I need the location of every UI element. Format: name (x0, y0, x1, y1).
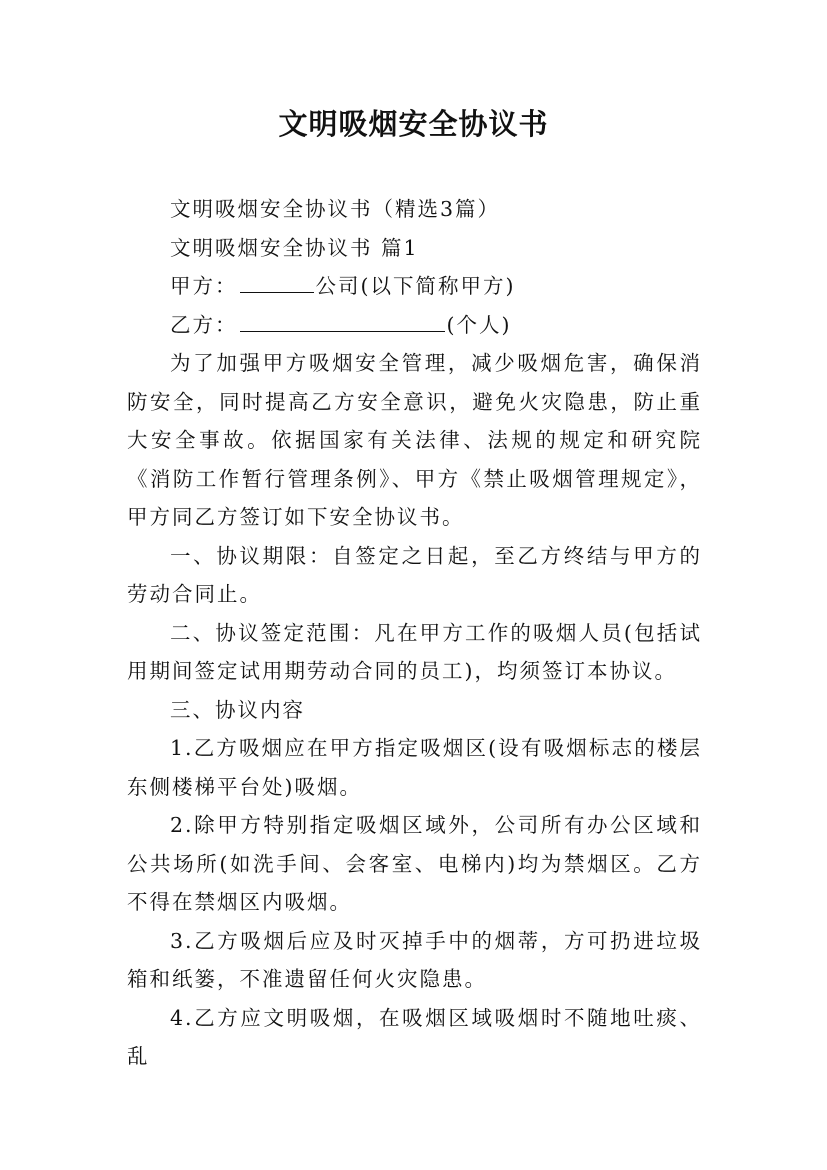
item-4-paragraph: 4.乙方应文明吸烟，在吸烟区域吸烟时不随地吐痰、乱 (127, 1005, 702, 1068)
document-body (127, 190, 702, 1076)
party-b-suffix: (个人) (446, 312, 512, 337)
party-a-suffix: 公司(以下简称甲方) (315, 274, 516, 298)
intro-paragraph: 为了加强甲方吸烟安全管理，减少吸烟危害，确保消防安全，同时提高乙方安全意识，避免火灾隐患，防止重大安全事故。依据国家有关法律、法规的规定和研究院《消防工作暂行管理条例》、甲方《禁止吸烟管理规定》，甲方同乙方签订如下安全协议书。 (127, 351, 702, 529)
party-b-line (127, 306, 702, 345)
content-heading: 三、协议内容 (170, 697, 305, 722)
party-b-blank (240, 309, 445, 332)
document-title: 文明吸烟安全协议书 (278, 107, 549, 141)
party-a-blank (240, 270, 314, 293)
part-heading: 文明吸烟安全协议书 篇1 (170, 235, 419, 260)
scope-paragraph: 二、协议签定范围：凡在甲方工作的吸烟人员(包括试用期间签定试用期劳动合同的员工)，均须签订本协议。 (127, 620, 702, 683)
item-2-paragraph: 2.除甲方特别指定吸烟区域外，公司所有办公区域和公共场所(如洗手间、会客室、电梯内)均为禁烟区。乙方不得在禁烟区内吸烟。 (127, 813, 702, 914)
item-1-paragraph: 1.乙方吸烟应在甲方指定吸烟区(设有吸烟标志的楼层东侧楼梯平台处)吸烟。 (127, 736, 702, 799)
party-a-label: 甲方： (170, 274, 238, 298)
item-3-paragraph: 3.乙方吸烟后应及时灭掉手中的烟蒂，方可扔进垃圾箱和纸篓，不准遗留任何火灾隐患。 (127, 928, 702, 991)
party-a-line (127, 267, 702, 306)
party-b-label: 乙方： (170, 312, 238, 337)
term-paragraph: 一、协议期限：自签定之日起，至乙方终结与甲方的劳动合同止。 (127, 543, 702, 606)
subtitle-line: 文明吸烟安全协议书（精选3篇） (170, 197, 501, 221)
